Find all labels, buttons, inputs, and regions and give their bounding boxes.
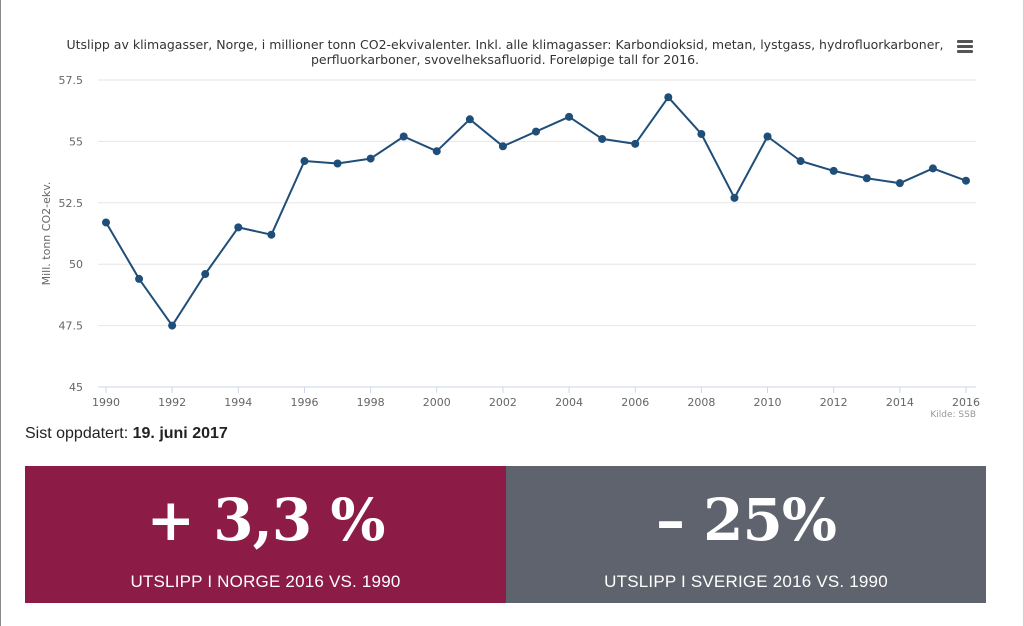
data-point (433, 147, 441, 155)
data-point (830, 167, 838, 175)
y-tick-label: 55 (69, 135, 83, 149)
chart-credit: Kilde: SSB (930, 410, 976, 420)
data-point (730, 194, 738, 202)
data-point (565, 113, 573, 121)
stat-value-sverige: – 25% (655, 486, 837, 554)
x-tick-label: 1998 (356, 396, 385, 409)
data-point (400, 132, 408, 140)
y-axis-label: Mill. tonn CO2-ekv. (40, 181, 53, 286)
y-tick-label: 45 (69, 381, 83, 394)
data-point (499, 142, 507, 150)
data-point (697, 130, 705, 138)
x-tick-label: 2006 (621, 396, 650, 409)
data-point (896, 179, 904, 187)
data-point (962, 177, 970, 185)
stat-box-norge (25, 466, 506, 603)
data-point (598, 135, 606, 143)
data-point (929, 164, 937, 172)
data-point (102, 218, 110, 226)
last-updated-label: Sist oppdatert: (25, 425, 129, 442)
chart-menu-button[interactable] (950, 34, 980, 60)
stat-box-sverige (506, 466, 986, 603)
chart-title-line: Utslipp av klimagasser, Norge, i millioner tonn CO2-ekvivalenter. Inkl. alle klimagasser: Karbondioksid, metan, lystgass, hydrofluorkarboner, (66, 37, 944, 52)
x-tick-label: 2010 (753, 396, 782, 409)
last-updated (25, 425, 228, 443)
data-point (863, 174, 871, 182)
data-point (466, 115, 474, 123)
y-tick-label: 52.5 (58, 196, 83, 210)
last-updated-date: 19. juni 2017 (132, 425, 228, 442)
data-point (201, 270, 209, 278)
data-point (135, 275, 143, 283)
data-point (168, 322, 176, 330)
x-tick-label: 2000 (422, 396, 451, 409)
stat-value-norge: + 3,3 % (146, 486, 385, 554)
stat-label-sverige: UTSLIPP I SVERIGE 2016 VS. 1990 (604, 572, 888, 591)
hamburger-menu-icon-middle-bar (957, 45, 973, 48)
stat-label-norge: UTSLIPP I NORGE 2016 VS. 1990 (130, 572, 401, 591)
x-tick-label: 2012 (819, 396, 848, 409)
y-tick-label: 57.5 (58, 74, 83, 87)
data-point (764, 132, 772, 140)
x-tick-label: 1990 (92, 396, 120, 409)
data-point (532, 128, 540, 136)
hamburger-menu-icon (957, 40, 973, 43)
chart-title-line: perfluorkarboner, svovelheksafluorid. Foreløpige tall for 2016. (310, 52, 700, 67)
x-tick-label: 1992 (158, 396, 187, 409)
data-point (300, 157, 308, 165)
x-tick-label: 2008 (687, 396, 716, 409)
data-point (797, 157, 805, 165)
data-point (367, 155, 375, 163)
x-tick-label: 2014 (885, 396, 914, 409)
data-point (631, 140, 639, 148)
y-tick-label: 47.5 (58, 319, 83, 333)
data-point (664, 93, 672, 101)
x-tick-label: 2004 (555, 396, 584, 409)
y-tick-label: 50 (69, 258, 83, 272)
data-point (267, 231, 275, 239)
data-point (234, 223, 242, 231)
hamburger-menu-icon-bottom-bar (957, 50, 973, 53)
x-tick-label: 2016 (952, 396, 980, 409)
x-tick-label: 1996 (290, 396, 319, 409)
x-tick-label: 2002 (488, 396, 517, 409)
data-point (334, 160, 342, 168)
x-tick-label: 1994 (224, 396, 253, 409)
